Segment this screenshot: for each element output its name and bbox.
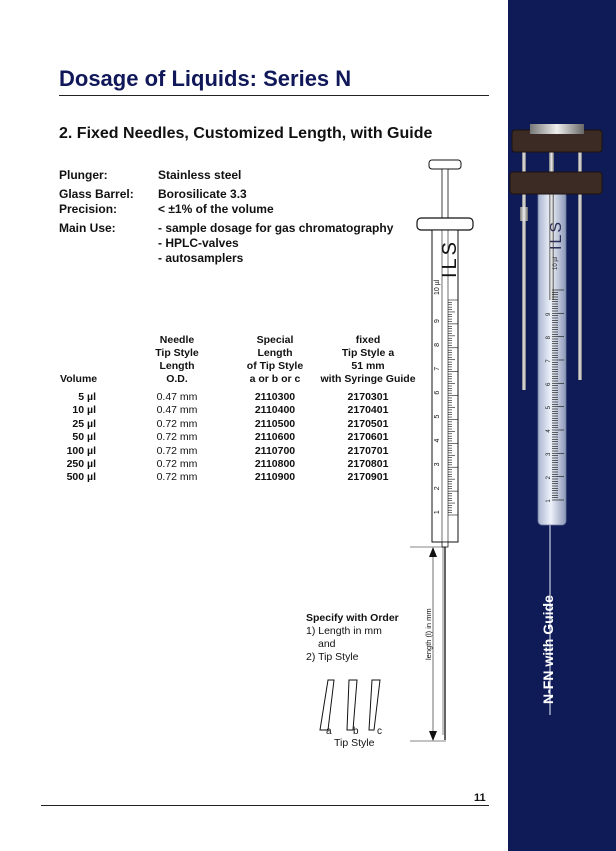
scale-number: 8 <box>434 342 441 347</box>
tip-label-b: b <box>353 726 359 737</box>
page-number: 11 <box>474 792 486 804</box>
photo-flange-holder <box>510 172 602 194</box>
order-line: 1) Length in mm <box>306 625 382 637</box>
order-line: and <box>318 638 336 650</box>
cell-special-length: 2110800 <box>254 458 296 470</box>
spec-label: Plunger: <box>59 168 108 182</box>
page-title: Dosage of Liquids: Series N <box>59 66 352 91</box>
dimension-arrow-up <box>429 547 437 557</box>
cell-volume: 500 µl <box>66 471 96 484</box>
tip-style-caption: Tip Style <box>334 737 375 749</box>
cell-special-length: 2110700 <box>254 444 296 457</box>
cell-fixed-guide: 2170901 <box>347 471 389 484</box>
photo-scale-number: 5 <box>546 405 552 410</box>
spec-value: Borosilicate 3.3 <box>158 187 247 201</box>
photo-scale-number: 7 <box>546 359 552 363</box>
cell-needle-od: 0.72 mm <box>156 458 198 470</box>
table-header-special: Special Length of Tip Style a or b or c <box>246 334 304 385</box>
table-header-volume: Volume <box>60 373 98 385</box>
tip-label-c: c <box>377 726 382 737</box>
spec-label: Precision: <box>59 202 118 216</box>
drawing-brand-logo: ILS <box>439 238 461 278</box>
scale-number: 9 <box>434 319 441 323</box>
length-label: length (l) in mm <box>424 608 433 660</box>
cell-special-length: 2110300 <box>254 391 296 403</box>
scale-number: 2 <box>434 486 441 491</box>
cell-special-length: 2110600 <box>254 431 296 444</box>
photo-scale-number: 6 <box>546 382 552 386</box>
tip-a-icon <box>320 680 334 730</box>
photo-scale-number: 4 <box>546 429 552 433</box>
cell-fixed-guide: 2170401 <box>347 404 389 417</box>
cell-volume: 250 µl <box>66 458 96 470</box>
scale-number: 5 <box>434 414 441 419</box>
tip-b-icon <box>347 680 357 730</box>
spec-label: Main Use: <box>59 221 116 235</box>
tip-c-icon <box>369 680 380 730</box>
cell-needle-od: 0.47 mm <box>156 404 198 417</box>
side-label: N-FN with Guide <box>540 595 556 704</box>
cell-needle-od: 0.72 mm <box>156 471 198 484</box>
spec-label: Glass Barrel: <box>59 187 134 201</box>
photo-brand-logo: ILS <box>548 219 565 250</box>
footer-rule <box>41 805 489 806</box>
scale-number: 4 <box>434 438 441 443</box>
cell-needle-od: 0.72 mm <box>156 431 198 444</box>
scale-number: 1 <box>434 510 441 515</box>
cell-fixed-guide: 2170501 <box>347 417 389 430</box>
drawing-plunger-button <box>429 160 461 169</box>
table-header-needle: Needle Tip Style Length O.D. <box>155 334 199 385</box>
table-header-fixed: fixed Tip Style a 51 mm with Syringe Guide <box>320 334 416 385</box>
scale-number: 7 <box>434 366 441 371</box>
drawing-plunger-rod <box>442 169 448 219</box>
photo-plunger-button <box>530 124 584 134</box>
order-heading: Specify with Order <box>306 612 399 624</box>
cell-special-length: 2110500 <box>254 417 296 430</box>
cell-volume: 50 µl <box>72 431 96 444</box>
cell-needle-od: 0.47 mm <box>156 391 198 403</box>
photo-scale-number: 9 <box>546 312 552 316</box>
title-rule <box>59 95 489 96</box>
dimension-arrow-down <box>429 731 437 741</box>
syringe-drawing <box>410 155 490 755</box>
section-title: 2. Fixed Needles, Customized Length, with Guide <box>59 125 433 142</box>
photo-guide-clip <box>520 207 528 221</box>
order-instructions <box>306 612 399 664</box>
cell-needle-od: 0.72 mm <box>156 444 198 457</box>
photo-volume-label: 10 µl <box>553 256 559 270</box>
cell-volume: 10 µl <box>72 404 96 417</box>
spec-value: < ±1% of the volume <box>158 202 274 216</box>
photo-scale-number: 3 <box>546 452 552 456</box>
cell-fixed-guide: 2170601 <box>347 431 389 444</box>
cell-fixed-guide: 2170801 <box>347 458 389 470</box>
tip-style-diagram <box>315 676 395 738</box>
photo-scale-number: 2 <box>546 475 552 480</box>
cell-volume: 100 µl <box>66 444 96 457</box>
drawing-volume-label: 10 µl <box>434 279 441 295</box>
photo-scale-number: 8 <box>546 335 552 340</box>
cell-fixed-guide: 2170701 <box>347 444 389 457</box>
cell-special-length: 2110900 <box>254 471 296 484</box>
spec-value: - sample dosage for gas chromatography <box>158 221 394 235</box>
scale-number: 6 <box>434 390 441 395</box>
order-line: 2) Tip Style <box>306 651 359 663</box>
cell-special-length: 2110400 <box>254 404 296 417</box>
spec-value: - HPLC-valves <box>158 236 239 250</box>
scale-number: 3 <box>434 462 441 467</box>
spec-value: - autosamplers <box>158 251 244 265</box>
tip-label-a: a <box>326 726 332 737</box>
cell-volume: 5 µl <box>78 391 96 403</box>
spec-value: Stainless steel <box>158 168 242 182</box>
cell-fixed-guide: 2170301 <box>347 391 389 403</box>
syringe-photo <box>508 0 616 851</box>
drawing-flange <box>417 218 473 230</box>
photo-scale-number: 1 <box>546 499 552 503</box>
cell-needle-od: 0.72 mm <box>156 417 198 430</box>
cell-volume: 25 µl <box>72 417 96 430</box>
